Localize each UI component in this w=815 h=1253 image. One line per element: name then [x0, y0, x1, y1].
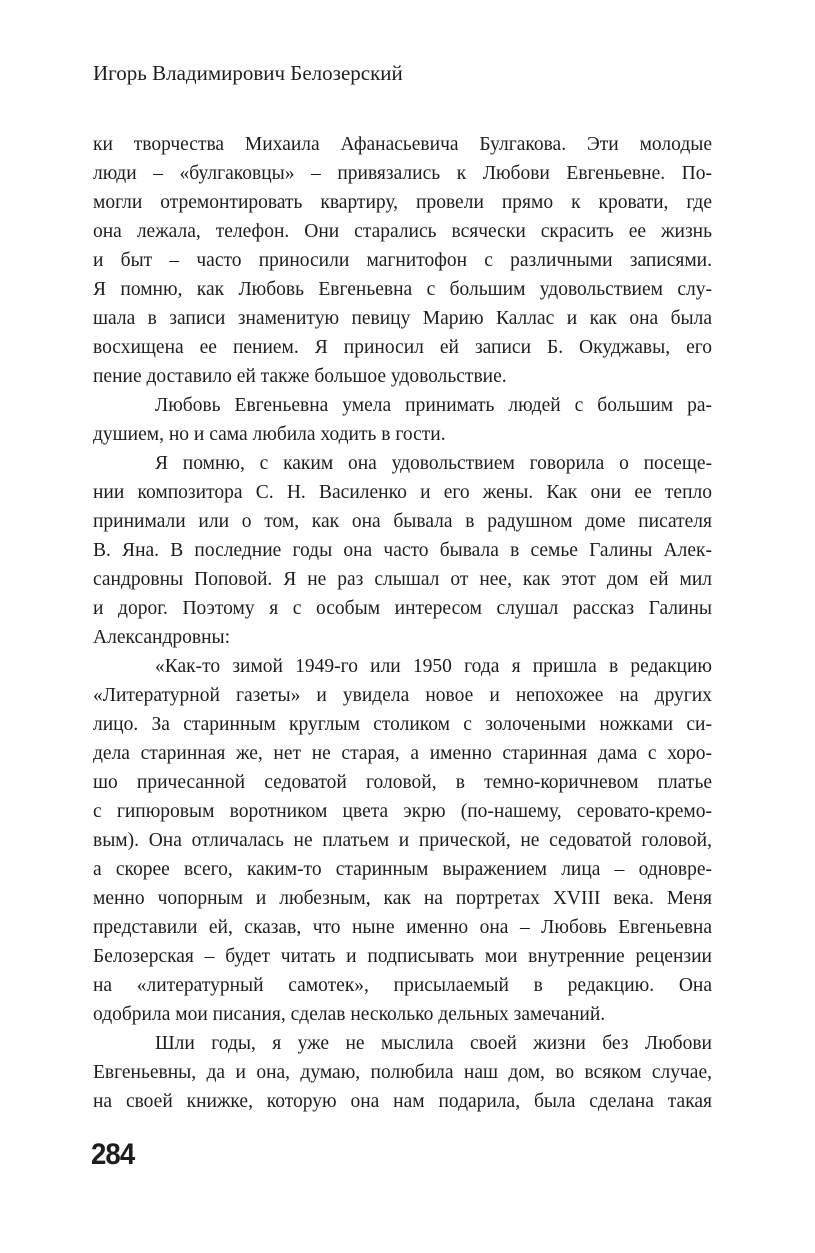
text-line: В. Яна. В последние годы она часто бывала в семье Галины Алек-	[93, 540, 712, 561]
text-line: Я помню, как Любовь Евгеньевна с большим удовольствием слу-	[93, 279, 712, 300]
text-line: люди – «булгаковцы» – привязались к Любови Евгеньевне. По-	[93, 163, 712, 184]
text-line: лицо. За старинным круглым столиком с золочеными ножками си-	[93, 714, 712, 735]
text-line: Шли годы, я уже не мыслила своей жизни без Любови	[155, 1033, 712, 1054]
text-line: одобрила мои писания, сделав несколько дельных замечаний.	[93, 1004, 606, 1025]
text-line: ки творчества Михаила Афанасьевича Булгакова. Эти молодые	[93, 134, 712, 155]
text-line: восхищена ее пением. Я приносил ей записи Б. Окуджавы, его	[93, 337, 712, 358]
text-line: нии композитора С. Н. Василенко и его жены. Как они ее тепло	[93, 482, 712, 503]
text-line: могли отремонтировать квартиру, провели прямо к кровати, где	[93, 192, 712, 213]
text-line: на своей книжке, которую она нам подарила, была сделана такая	[93, 1091, 712, 1112]
text-line: «Литературной газеты» и увидела новое и непохожее на других	[93, 685, 712, 706]
text-line: Белозерская – будет читать и подписывать мои внутренние рецензии	[93, 946, 712, 967]
text-line: и дорог. Поэтому я с особым интересом слушал рассказ Галины	[93, 598, 712, 619]
text-line: пение доставило ей также большое удовольствие.	[93, 366, 507, 387]
text-line: она лежала, телефон. Они старались всячески скрасить ее жизнь	[93, 221, 712, 242]
text-block	[93, 130, 712, 1116]
text-line: вым). Она отличалась не платьем и прической, не седоватой головой,	[93, 830, 712, 851]
text-line: на «литературный самотек», присылаемый в редакцию. Она	[93, 975, 712, 996]
text-line: шала в записи знаменитую певицу Марию Каллас и как она была	[93, 308, 712, 329]
text-line: Александровны:	[93, 627, 231, 648]
text-line: Любовь Евгеньевна умела принимать людей с большим ра-	[155, 395, 712, 416]
text-line: сандровны Поповой. Я не раз слышал от нее, как этот дом ей мил	[93, 569, 712, 590]
text-line: «Как-то зимой 1949-го или 1950 года я пришла в редакцию	[155, 656, 712, 677]
text-line: Я помню, с каким она удовольствием говорила о посеще-	[155, 453, 712, 474]
text-line: а скорее всего, каким-то старинным выражением лица – одновре-	[93, 859, 712, 880]
text-line: с гипюровым воротником цвета экрю (по-нашему, серовато-кремо-	[93, 801, 712, 822]
text-line: Евгеньевны, да и она, думаю, полюбила наш дом, во всяком случае,	[93, 1062, 712, 1083]
text-line: шо причесанной седоватой головой, в темно-коричневом платье	[93, 772, 712, 793]
text-line: душием, но и сама любила ходить в гости.	[93, 424, 446, 445]
text-line: менно чопорным и любезным, как на портретах XVIII века. Меня	[93, 888, 712, 909]
text-line: представили ей, сказав, что ныне именно она – Любовь Евгеньевна	[93, 917, 712, 938]
text-line: и быт – часто приносили магнитофон с различными записями.	[93, 250, 712, 271]
text-line: принимали или о том, как она бывала в радушном доме писателя	[93, 511, 712, 532]
running-header: Игорь Владимирович Белозерский	[93, 61, 403, 85]
page-number: 284	[91, 1138, 135, 1171]
text-line: дела старинная же, нет не старая, а именно старинная дама с хоро-	[93, 743, 712, 764]
